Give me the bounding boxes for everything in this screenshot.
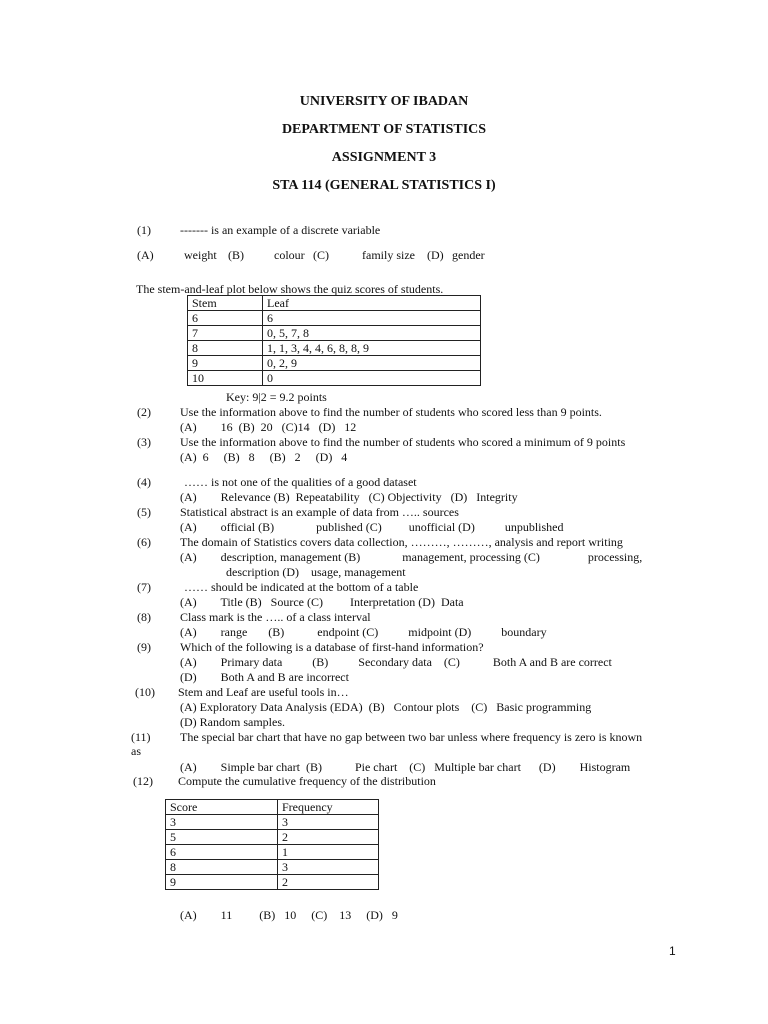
frequency-table: [165, 799, 379, 890]
question-number: (8): [137, 610, 151, 624]
option-d: gender: [452, 248, 485, 262]
question-options: (A) range (B) endpoint (C) midpoint (D) boundary: [180, 625, 547, 639]
table-row: [188, 341, 481, 356]
table-row: [188, 371, 481, 386]
table-cell: 6: [263, 311, 481, 326]
table-cell: 1, 1, 3, 4, 4, 6, 8, 8, 9: [263, 341, 481, 356]
table-row: [166, 845, 379, 860]
table-header-cell: Frequency: [278, 800, 379, 815]
table-row: [188, 326, 481, 341]
question-options-continued: description (D) usage, management: [226, 565, 406, 579]
table-row: [166, 830, 379, 845]
question-text: Stem and Leaf are useful tools in…: [178, 685, 349, 699]
stem-leaf-intro: The stem-and-leaf plot below shows the quiz scores of students.: [136, 282, 444, 296]
table-cell: 3: [278, 815, 379, 830]
question-options: (A) Title (B) Source (C) Interpretation (D) Data: [180, 595, 464, 609]
stem-leaf-table: [187, 295, 481, 386]
question-number: (1): [137, 223, 151, 237]
stem-leaf-key: Key: 9|2 = 9.2 points: [226, 390, 327, 404]
table-cell: 5: [166, 830, 278, 845]
option-b-label: (B): [228, 248, 244, 262]
question-text-continued: as: [131, 744, 141, 758]
question-number: (10): [135, 685, 155, 699]
question-number: (11): [131, 730, 151, 744]
table-cell: 8: [166, 860, 278, 875]
table-row: [166, 860, 379, 875]
question-number: (5): [137, 505, 151, 519]
table-cell: 2: [278, 875, 379, 890]
table-header-row: [166, 800, 379, 815]
question-number: (2): [137, 405, 151, 419]
table-cell: 10: [188, 371, 263, 386]
option-label: (A): [137, 248, 154, 262]
question-number: (9): [137, 640, 151, 654]
department-title: DEPARTMENT OF STATISTICS: [281, 122, 487, 137]
question-options-continued: (D) Both A and B are incorrect: [180, 670, 349, 684]
table-header-row: [188, 296, 481, 311]
table-row: [188, 356, 481, 371]
table-cell: 1: [278, 845, 379, 860]
question-text: Use the information above to find the number of students who scored less than 9 points.: [180, 405, 602, 419]
table-header-cell: Score: [166, 800, 278, 815]
question-options: (A) 6 (B) 8 (B) 2 (D) 4: [180, 450, 348, 464]
table-cell: 6: [188, 311, 263, 326]
table-cell: 3: [278, 860, 379, 875]
question-options: (A) Simple bar chart (B) Pie chart (C) Multiple bar chart (D) Histogram: [180, 760, 631, 774]
question-number: (12): [133, 774, 153, 788]
assignment-title: ASSIGNMENT 3: [331, 150, 437, 165]
question-text: The special bar chart that have no gap between two bar unless where frequency is zero is known: [180, 730, 643, 744]
table-cell: 0: [263, 371, 481, 386]
question-options: (A) Relevance (B) Repeatability (C) Objectivity (D) Integrity: [180, 490, 518, 504]
table-cell: 0, 2, 9: [263, 356, 481, 371]
table-cell: 9: [188, 356, 263, 371]
question-number: (6): [137, 535, 151, 549]
table-cell: 3: [166, 815, 278, 830]
question-text: Which of the following is a database of first-hand information?: [180, 640, 484, 654]
page-number: 1: [669, 944, 676, 958]
question-options: (A) official (B) published (C) unofficial (D) unpublished: [180, 520, 564, 534]
table-cell: 7: [188, 326, 263, 341]
question-text: Use the information above to find the number of students who scored a minimum of 9 points: [180, 435, 626, 449]
course-title: STA 114 (GENERAL STATISTICS I): [272, 178, 496, 193]
question-text: Statistical abstract is an example of data from ….. sources: [180, 505, 459, 519]
question-options: (A) Primary data (B) Secondary data (C) Both A and B are correct: [180, 655, 612, 669]
table-cell: 6: [166, 845, 278, 860]
question-options-continued: (D) Random samples.: [180, 715, 285, 729]
table-cell: 0, 5, 7, 8: [263, 326, 481, 341]
question-number: (4): [137, 475, 151, 489]
question-text: Compute the cumulative frequency of the distribution: [178, 774, 436, 788]
option-b: colour: [274, 248, 305, 262]
question-text: …… is not one of the qualities of a good dataset: [184, 475, 417, 489]
option-c: family size: [362, 248, 415, 262]
table-header-cell: Leaf: [263, 296, 481, 311]
question-text: ------- is an example of a discrete variable: [180, 223, 381, 237]
question-options: (A) Exploratory Data Analysis (EDA) (B) Contour plots (C) Basic programming: [180, 700, 592, 714]
option-c-label: (C): [313, 248, 329, 262]
table-cell: 9: [166, 875, 278, 890]
table-row: [166, 815, 379, 830]
question-number: (7): [137, 580, 151, 594]
question-options: (A) description, management (B) management, processing (C) processing,: [180, 550, 643, 564]
table-header-cell: Stem: [188, 296, 263, 311]
option-a: weight: [184, 248, 217, 262]
table-cell: 2: [278, 830, 379, 845]
question-number: (3): [137, 435, 151, 449]
option-d-label: (D): [427, 248, 444, 262]
question-options: (A) 11 (B) 10 (C) 13 (D) 9: [180, 908, 398, 922]
table-row: [166, 875, 379, 890]
table-cell: 8: [188, 341, 263, 356]
question-options: (A) 16 (B) 20 (C)14 (D) 12: [180, 420, 357, 434]
university-title: UNIVERSITY OF IBADAN: [299, 94, 469, 109]
question-text: …… should be indicated at the bottom of a table: [184, 580, 419, 594]
table-row: [188, 311, 481, 326]
question-text: The domain of Statistics covers data collection, ………, ………, analysis and report writing: [180, 535, 623, 549]
question-text: Class mark is the ….. of a class interval: [180, 610, 371, 624]
